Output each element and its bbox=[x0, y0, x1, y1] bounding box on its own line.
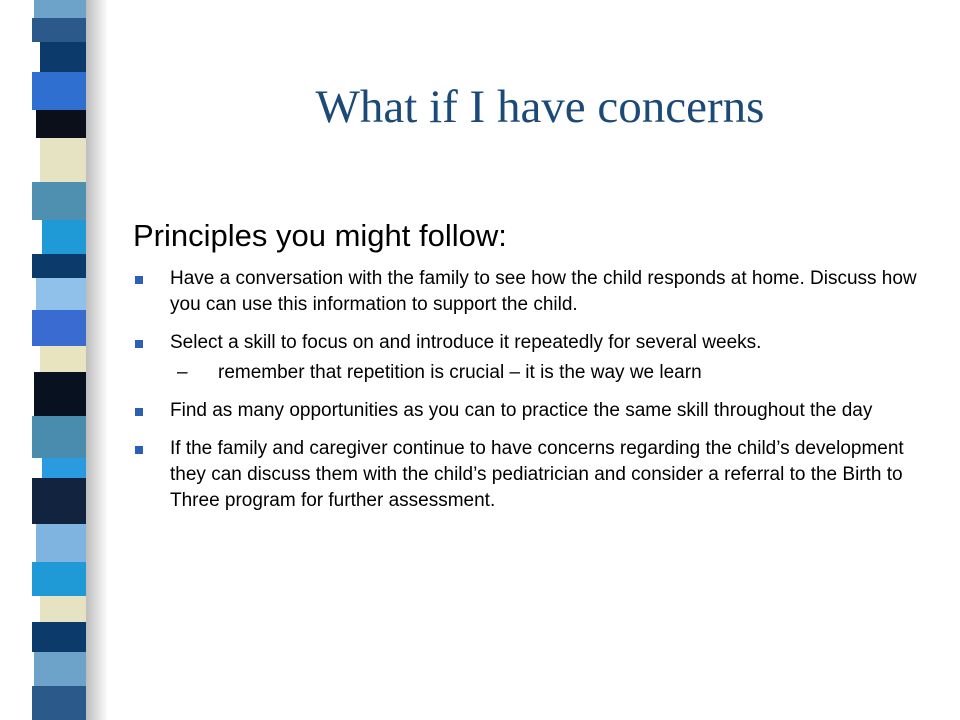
stripe-segment bbox=[32, 478, 86, 524]
square-bullet-icon bbox=[135, 446, 143, 454]
bullet-text: Have a conversation with the family to see how the child responds at home. Discuss how you can use this information to support the child. bbox=[170, 268, 917, 315]
stripe-segment bbox=[32, 622, 86, 652]
square-bullet-icon bbox=[135, 408, 143, 416]
decorative-stripe bbox=[32, 0, 86, 720]
stripe-segment bbox=[32, 310, 86, 346]
bullet-text: Select a skill to focus on and introduce it repeatedly for several weeks. bbox=[170, 332, 762, 353]
stripe-segment bbox=[32, 72, 86, 110]
bullet-text: Find as many opportunities as you can to practice the same skill throughout the day bbox=[170, 400, 873, 421]
sub-bullet-text: remember that repetition is crucial – it is the way we learn bbox=[218, 362, 702, 383]
bullet-list bbox=[133, 266, 933, 514]
stripe-segment bbox=[36, 524, 90, 562]
square-bullet-icon bbox=[135, 340, 143, 348]
stripe-segment bbox=[36, 278, 90, 310]
stripe-segment bbox=[32, 254, 86, 278]
bullet-text: If the family and caregiver continue to have concerns regarding the child’s development they can discuss them with the child’s pediatrician and consider a referral to the Birth to Three program for further assessment. bbox=[170, 438, 904, 511]
bullet-item bbox=[133, 330, 933, 356]
stripe-segment bbox=[32, 182, 86, 220]
bullet-item bbox=[133, 436, 933, 514]
bullet-item bbox=[133, 266, 933, 318]
stripe-segment bbox=[32, 562, 86, 596]
stripe-segment bbox=[32, 18, 86, 42]
slide-subtitle: Principles you might follow: bbox=[133, 218, 507, 253]
stripe-segment bbox=[36, 110, 90, 138]
stripe-segment bbox=[34, 372, 88, 416]
stripe-segment bbox=[34, 652, 88, 686]
dash-marker: – bbox=[177, 362, 188, 383]
stripe-segment bbox=[34, 0, 88, 18]
sub-bullet-item bbox=[133, 360, 933, 386]
stripe-segment bbox=[32, 686, 86, 720]
square-bullet-icon bbox=[135, 276, 143, 284]
bullet-item bbox=[133, 398, 933, 424]
stripe-shadow bbox=[86, 0, 108, 720]
stripe-segment bbox=[32, 416, 86, 458]
slide-title: What if I have concerns bbox=[315, 81, 765, 133]
